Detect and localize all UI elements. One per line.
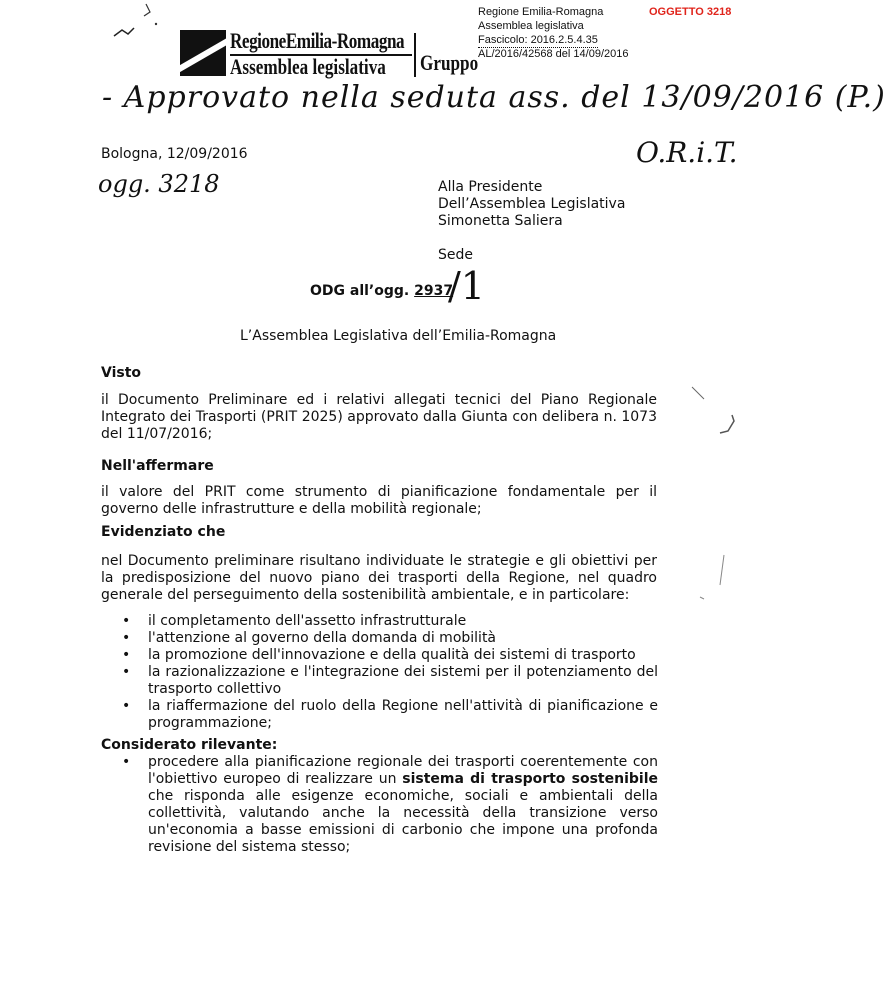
section-body-evidenziato: nel Documento preliminare risultano individuate le strategie e gli obiettivi per la predisposizione del nuovo piano dei trasporti della Regione, nel quadro generale del perseguimento della sostenibilità ambientale, e in particolare:	[101, 553, 657, 603]
handwritten-odg-suffix: /1	[448, 264, 485, 308]
odg-prefix: ODG all’ogg.	[310, 283, 415, 299]
recipient-line2: Dell’Assemblea Legislativa	[438, 196, 626, 212]
list-item	[122, 754, 658, 856]
handwritten-initials: O.R.i.T.	[636, 136, 738, 169]
stamp-line1: Regione Emilia-Romagna	[478, 6, 604, 18]
scan-artifact	[112, 0, 172, 50]
odg-number: 2937	[414, 283, 454, 299]
section-heading-considerato: Considerato rilevante:	[101, 737, 278, 753]
list-item: • la razionalizzazione e l'integrazione dei sistemi per il potenziamento del trasporto collettivo	[122, 664, 658, 698]
regione-logo	[180, 28, 412, 79]
section-heading-visto: Visto	[101, 365, 142, 381]
list-item: • il completamento dell'assetto infrastrutturale	[122, 613, 658, 630]
considerato-text-pre: procedere alla pianificazione regionale dei trasporti coerentemente con l'obiettivo europeo di realizzare un	[148, 754, 658, 787]
considerato-text-post: che risponda alle esigenze economiche, sociali e ambientali della collettività, valutando anche la necessità della transizione verso un'economia a basse emissioni di carbonio che impone una profonda revisione del sistema stesso;	[148, 788, 658, 855]
logo-gruppo-text: Gruppo	[420, 50, 479, 75]
evidenziato-bullet-list	[122, 613, 658, 732]
recipient-line1: Alla Presidente	[438, 179, 543, 195]
logo-regione-text: RegioneEmilia-Romagna	[230, 28, 405, 53]
list-item: • l'attenzione al governo della domanda di mobilità	[122, 630, 658, 647]
section-body-visto: il Documento Preliminare ed i relativi allegati tecnici del Piano Regionale Integrato dei Trasporti (PRIT 2025) approvato dalla Giunta con delibera n. 1073 del 11/07/2016;	[101, 392, 657, 442]
logo-separator	[414, 33, 416, 77]
regione-flag-icon	[180, 30, 226, 76]
odg-title	[310, 283, 453, 300]
section-heading-evidenziato: Evidenziato che	[101, 524, 226, 540]
section-body-affermare: il valore del PRIT come strumento di pianificazione fondamentale per il governo delle infrastrutture e della mobilità regionale;	[101, 484, 657, 517]
recipient-line3: Simonetta Saliera	[438, 213, 563, 229]
recipient-line4: Sede	[438, 247, 473, 263]
logo-assemblea-text: Assemblea legislativa	[230, 54, 386, 79]
assembly-title: L’Assemblea Legislativa dell’Emilia-Romagna	[240, 328, 557, 344]
place-date: Bologna, 12/09/2016	[101, 146, 248, 162]
oggetto-label: OGGETTO 3218	[649, 6, 732, 18]
list-item: • la riaffermazione del ruolo della Regione nell'attività di pianificazione e programmazione;	[122, 698, 658, 732]
stamp-protocol: AL/2016/42568 del 14/09/2016	[478, 48, 629, 60]
margin-scan-marks	[690, 385, 750, 605]
considerato-text-bold: sistema di trasporto sostenibile	[402, 771, 658, 787]
considerato-bullet-list	[122, 754, 658, 856]
handwritten-approval-note: - Approvato nella seduta ass. del 13/09/2016 (P.)	[102, 80, 886, 115]
handwritten-ogg-number: ogg. 3218	[98, 170, 220, 198]
section-heading-affermare: Nell'affermare	[101, 458, 214, 474]
stamp-fascicolo: Fascicolo: 2016.2.5.4.35	[478, 34, 598, 46]
list-item: • la promozione dell'innovazione e della qualità dei sistemi di trasporto	[122, 647, 658, 664]
stamp-line2: Assemblea legislativa	[478, 20, 584, 32]
